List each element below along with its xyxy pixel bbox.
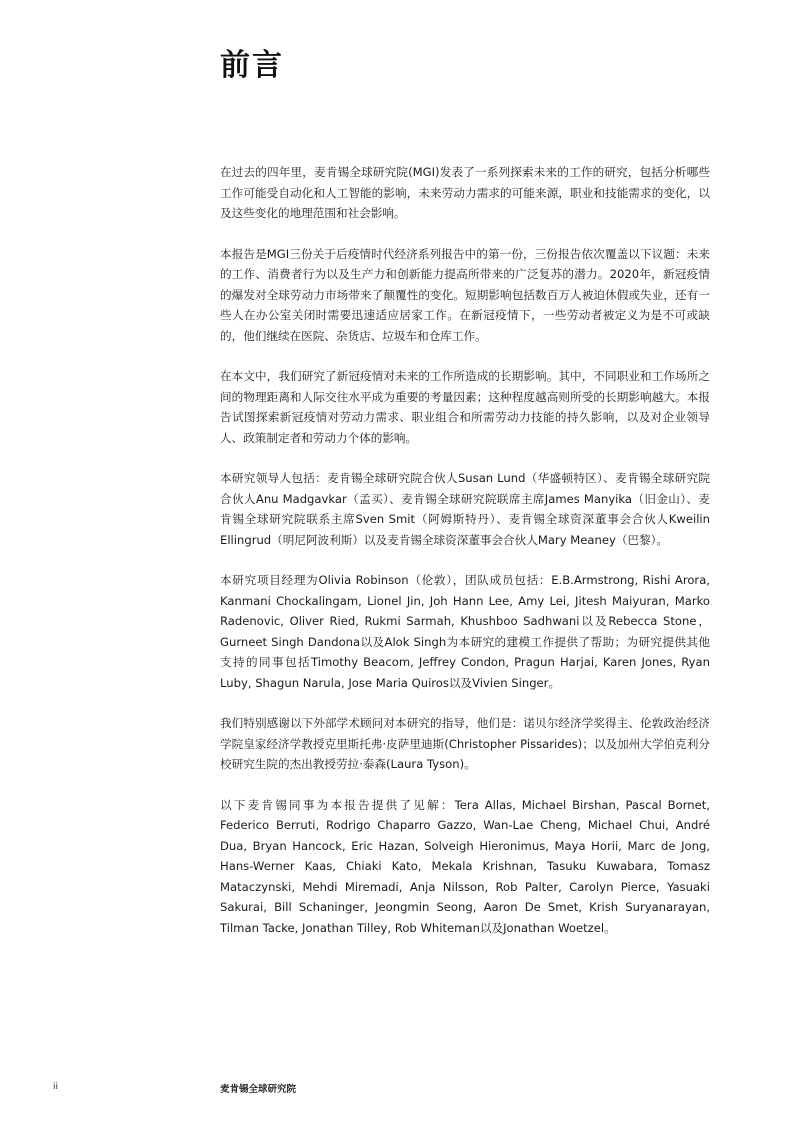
body-text [220,162,710,958]
intro-paragraph: 在过去的四年里，麦肯锡全球研究院(MGI)发表了一系列探索未来的工作的研究，包括分析哪些工作可能受自动化和人工智能的影响，未来劳动力需求的可能来源，职业和技能需求的变化，以及这些变化的地理范围和社会影响。 [220,165,710,220]
research-leaders-paragraph: 本研究领导人包括：麦肯锡全球研究院合伙人Susan Lund（华盛顿特区）、麦肯锡全球研究院合伙人Anu Madgavkar（孟买）、麦肯锡全球研究院联席主席James Manyika（旧金山）、麦肯锡全球研究院联系主席Sven Smit（阿姆斯特丹）、麦肯锡全球资深董事会合伙人Kweilin Ellingrud（明尼阿波利斯）以及麦肯锡全球资深董事会合伙人Mary Meaney（巴黎）。 [220,471,710,547]
running-footer: 麦肯锡全球研究院 [220,1084,297,1095]
project-team-paragraph: 本研究项目经理为Olivia Robinson（伦敦），团队成员包括：E.B.Armstrong, Rishi Arora, Kanmani Chockalingam, Lionel Jin, Joh Hann Lee, Amy Lei, Jitesh Maiyuran, Marko Radenovic, Oliver Ried, Rukmi Sarmah, Khushboo Sadhwani以及Rebecca Stone，Gurneet Singh Dandona以及Alok Singh为本研究的建模工作提供了帮助；为研究提供其他支持的同事包括Timothy Beacom, Jeffrey Condon, Pragun Harjai, Karen Jones, Ryan Luby, Shagun Narula, Jose Maria Quiros以及Vivien Singer。 [220,573,710,690]
report-series-paragraph: 本报告是MGI三份关于后疫情时代经济系列报告中的第一份，三份报告依次覆盖以下议题：未来的工作、消费者行为以及生产力和创新能力提高所带来的广泛复苏的潜力。2020年，新冠疫情的爆发对全球劳动力市场带来了颠覆性的变化。短期影响包括数百万人被迫休假或失业，还有一些人在办公室关闭时需要迅速适应居家工作。在新冠疫情下，一些劳动者被定义为是不可或缺的，他们继续在医院、杂货店、垃圾车和仓库工作。 [220,246,710,343]
colleagues-paragraph: 以下麦肯锡同事为本报告提供了见解：Tera Allas, Michael Birshan, Pascal Bornet, Federico Berruti, Rodrigo Chaparro Gazzo, Wan-Lae Cheng, Michael Chui, André Dua, Bryan Hancock, Eric Hazan, Solveigh Hieronimus, Maya Horii, Marc de Jong, Hans-Werner Kaas, Chiaki Kato, Mekala Krishnan, Tasuku Kuwabara, Tomasz Mataczynski, Mehdi Miremadi, Anja Nilsson, Rob Palter, Carolyn Pierce, Yasuaki Sakurai, Bill Schaninger, Jeongmin Seong, Aaron De Smet, Krish Suryanarayan, Tilman Tacke, Jonathan Tilley, Rob Whiteman以及Jonathan Woetzel。 [220,797,710,935]
scope-paragraph: 在本文中，我们研究了新冠疫情对未来的工作所造成的长期影响。其中，不同职业和工作场所之间的物理距离和人际交往水平成为重要的考量因素；这种程度越高则所受的长期影响越大。本报告试图探索新冠疫情对劳动力需求、职业组合和所需劳动力技能的持久影响，以及对企业领导人、政策制定者和劳动力个体的影响。 [220,369,710,445]
academic-advisors-paragraph: 我们特别感谢以下外部学术顾问对本研究的指导，他们是：诺贝尔经济学奖得主、伦敦政治经济学院皇家经济学教授克里斯托弗·皮萨里迪斯(Christopher Pissarides)；以及加州大学伯克利分校研究生院的杰出教授劳拉·泰森(Laura Tyson)。 [220,716,710,771]
page-title: 前言 [220,48,284,83]
page-number: ii [53,1082,59,1092]
